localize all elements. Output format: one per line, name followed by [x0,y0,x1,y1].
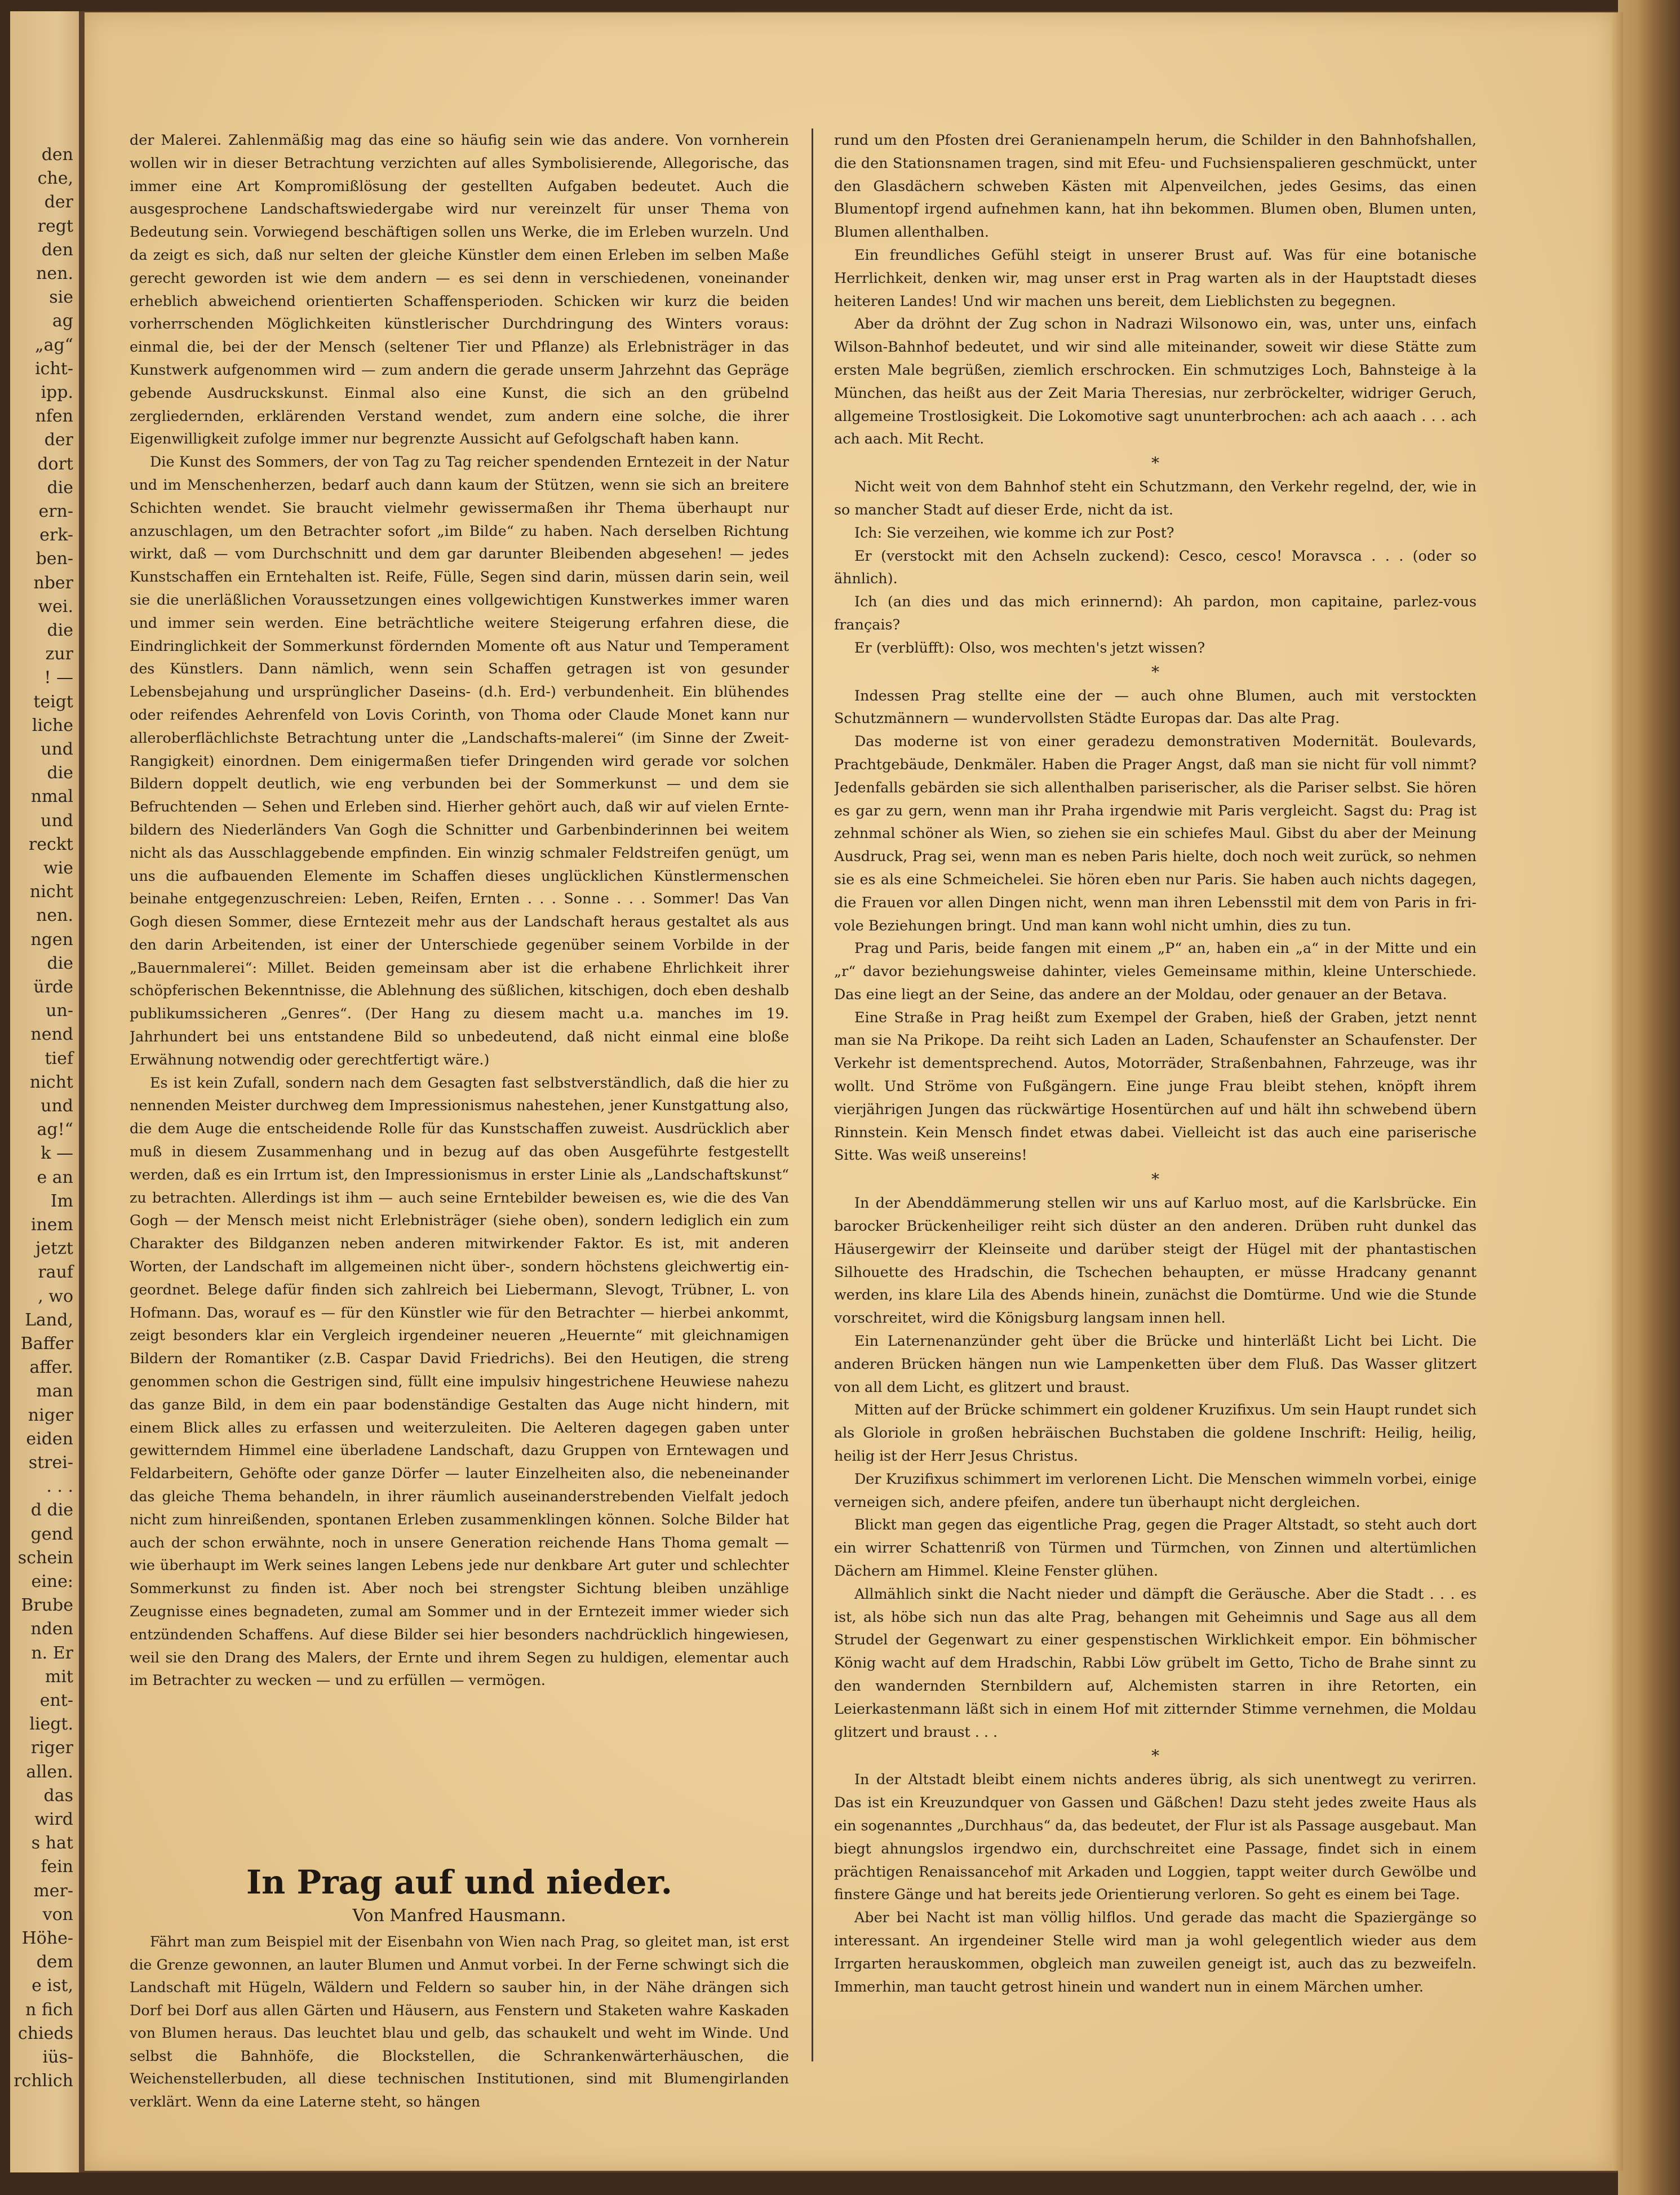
previous-page-word-fragment: die [47,620,73,640]
previous-page-word-fragment: s hat [31,1833,73,1853]
previous-page-word-fragment: teigt [33,691,73,712]
paragraph: Indessen Prag stellte eine der — auch ohne Blumen, auch mit verstockten Schutzmännern — wundervollsten Städte Europas dar. Das alte Prag. [834,686,1477,727]
previous-page-word-fragment: die [47,477,73,498]
paragraph: Er (verstockt mit den Achseln zuckend): Cesco, cesco! Moravsca . . . (oder so ähnlich). [834,547,1477,587]
previous-page-word-fragment: „ag“ [35,335,73,355]
previous-page-word-fragment: dem [36,1952,73,1972]
previous-page-word-fragment: . . . [46,1476,73,1497]
article-headline: In Prag auf und nieder. [246,1863,672,1901]
previous-page-word-fragment: ben- [36,549,73,569]
previous-page-word-fragment: nfen [35,406,73,427]
previous-page-word-fragment: von [42,1904,73,1924]
previous-page-word-fragment: eine: [31,1572,73,1591]
previous-page-word-fragment: Höhe- [21,1928,73,1948]
paragraph: Allmählich sinkt die Nacht nieder und dämpft die Geräusche. Aber die Stadt . . . es ist, als höbe sich nun das alte Prag, behangen mit Geheimnis und Sage aus all dem Strudel der Gegenwart zu einer gespenstischen Wirklichkeit empor. Ein böhmischer König wacht auf dem Hradschin, Rabbi Löw grübelt im Getto, Ticho de Brahe sinnt zu den wandernden Sternbildern auf, Alchemisten starren in ihre Retorten, ein Leierkastenmann läßt sich in einem Hof mit zitternder Stimme vernehmen, die Moldau glitzert und braust . . . [834,1585,1477,1740]
article-byline: Von Manfred Hausmann. [352,1906,566,1926]
previous-page-word-fragment: wei. [38,596,73,617]
previous-page-word-fragment: liegt. [29,1714,73,1735]
paragraph: Ein Laternenanzünder geht über die Brücke und hinterläßt Licht bei Licht. Die anderen Brücken hängen nun wie Lampenketten über dem Fluß. Das Wasser glitzert von all dem Licht, es glitzert und braust. [834,1332,1477,1395]
previous-page-word-fragment: fein [41,1857,73,1877]
paragraph: Blickt man gegen das eigentliche Prag, gegen die Prager Altstadt, so steht auch dort ein wirrer Schattenriß von Türmen und Türmchen, von Zinnen und altertümlichen Dächern am Himmel. Kleine Fenster glühen. [834,1516,1477,1580]
previous-page-word-fragment: den [41,240,73,260]
paragraph: Der Kruzifixus schimmert im verlorenen Licht. Die Menschen wimmeln vorbei, einige verneigen sich, andere pfeifen, andere tun überhaupt nicht dergleichen. [834,1470,1477,1510]
paragraph: Er (verblüfft): Olso, wos mechten's jetzt wissen? [854,638,1205,656]
previous-page-word-fragment: Brube [21,1595,73,1616]
previous-page-word-fragment: gend [30,1524,73,1544]
scan-border-top [0,0,1680,11]
previous-page-word-fragment: d die [30,1500,73,1520]
scan-border-left [0,0,10,2195]
previous-page-word-fragment: riger [30,1738,73,1758]
column-divider [812,128,813,2061]
paragraph: Aber da dröhnt der Zug schon in Nadrazi Wilsonowo ein, was, unter uns, einfach Wilson-Bahnhof bedeutet, und wir sind alle miteinander, soweit wir diese Stätte zum ersten Male begrüßen, ziemlich erschrocken. Ein schmutziges Loch, Bahnsteige à la München, das heißt aus der Zeit Maria Theresias, nur zerbröckelter, widriger Geruch, allgemeine Trostlosigkeit. Die Lokomotive sagt ununterbrochen: ach ach aaach . . . ach ach aach. Mit Recht. [834,315,1477,447]
previous-page-word-fragment: icht- [35,358,73,379]
previous-page-word-fragment: n fich [25,1999,73,2020]
paragraph: rund um den Pfosten drei Geranienampeln herum, die Schilder in den Bahnhofshallen, die den Stationsnamen tragen, sind mit Efeu- und Fuchsienspalieren geschmückt, unter den Glasdächern schweben Kästen mit Alpenveilchen, jedes Gesims, das einen Blumentopf irgend aufnehmen kann, hat ihn bekommen. Blumen oben, Blumen unten, Blumen allenthalben. [834,131,1477,241]
previous-page-word-fragment: wie [43,858,73,878]
paragraph: der Malerei. Zahlenmäßig mag das eine so häufig sein wie das andere. Von vornherein wollen wir in dieser Betrachtung verzichten auf alles Symbolisierende, Allegorische, das immer eine Art Kompromißlösung der gestellten Aufgaben bedeutet. Auch die ausgesprochene Landschaftswiedergabe wird nur vereinzelt für unser Thema von Bedeutung sein. Vorwiegend beschäftigen sollen uns Werke, die im Erleben wurzeln. Und da zeigt es sich, daß nur selten der gleiche Künstler dem einen Erleben im selben Maße gerecht geworden ist wie dem andern — es sei denn in verschiedenen, voneinander erheblich abweichend orientierten Schaffensperioden. Schicken wir kurz die beiden vorherrschenden Möglichkeiten künstlerischer Durchdringung des Winters voraus: einmal die, bei der der Mensch (seltener Tier und Pflanze) als Erlebnisträger in das Kunstwerk aufgenommen wird — zum andern die gerade unserm Jahrzehnt das Gepräge gebende Ausdruckskunst. Einmal also eine Kunst, die sich an den grübelnd zergliedernden, erklärenden Verstand wendet, zum andern eine solche, die ihrer Eigenwilligkeit zufolge immer nur begrenzte Aussicht auf Gefolgschaft haben kann. [130,131,789,447]
book-page-edges [1618,0,1680,2195]
previous-page-word-fragment: Baffer [20,1334,73,1354]
previous-page-word-fragment: strei- [28,1453,73,1473]
previous-page-fragment [10,11,79,2172]
previous-page-word-fragment: nen. [36,906,73,926]
paragraph: In der Abenddämmerung stellen wir uns auf Karluo most, auf die Karlsbrücke. Ein barocker Brückenheiliger reiht sich düster an den anderen. Drüben ruht dunkel das Häusergewirr der Kleinseite und darüber steigt der Hügel mit der phantastischen Silhouette des Hradschin, die Tschechen behaupten, er müsse Hradcany genannt werden, ins klare Lila des Abends hinein, zunächst die Domtürme. Und wie die Stunde vorschreitet, wird die Königsburg langsam innen hell. [834,1194,1477,1327]
previous-page-word-fragment: und [41,810,73,831]
paragraph: Eine Straße in Prag heißt zum Exempel der Graben, hieß der Graben, jetzt nennt man sie Na Prikope. Da reiht sich Laden an Laden, Schaufenster an Schaufenster. Der Verkehr ist dementsprechend. Autos, Motorräder, Straßenbahnen, Fahrzeuge, was ihr wollt. Und Ströme von Fußgängern. Eine junge Frau bleibt stehen, knöpft ihrem vierjährigen Jungen das rückwärtige Hosentürchen auf und hält ihn schwebend übern Rinnstein. Kein Mensch findet etwas dabei. Vielleicht ist das auch eine pariserische Sitte. Was weiß unsereins! [834,1008,1477,1164]
previous-page-word-fragment: niger [28,1405,73,1425]
previous-page-word-fragment: k — [41,1143,73,1164]
section-separator: * [1151,662,1159,681]
previous-page-word-fragment: dort [37,454,73,474]
previous-page-word-fragment: mit [45,1666,73,1687]
paragraph: Prag und Paris, beide fangen mit einem „P“ an, haben ein „a“ in der Mitte und ein „r“ davor beziehungsweise dahinter, vieles Gemeinsame mithin, kleine Unterschiede. Das eine liegt an der Seine, das andere an der Moldau, oder genauer an der Betava. [834,939,1477,1003]
previous-page-word-fragment: die [47,953,73,973]
previous-page-word-fragment: ipp. [41,383,73,402]
paragraph: Mitten auf der Brücke schimmert ein goldener Kruzifixus. Um sein Haupt rundet sich als Gloriole in großen hebräischen Buchstaben die goldene Inschrift: Heilig, heilig, heilig ist der Herr Jesus Christus. [834,1401,1477,1465]
previous-page-word-fragment: nber [33,573,73,593]
previous-page-word-fragment: und [41,1096,73,1116]
previous-page-word-fragment: e an [37,1167,73,1187]
paragraph: Ein freundliches Gefühl steigt in unserer Brust auf. Was für eine botanische Herrlichkeit, denken wir, mag unser erst in Prag warten als in der Hauptstadt dieses heiteren Landes! Und wir machen uns bereit, dem Lieblichsten zu begegnen. [834,246,1477,309]
previous-page-word-fragment: , wo [38,1286,73,1306]
previous-page-word-fragment: und [41,739,73,759]
previous-page-word-fragment: nmal [30,787,73,807]
previous-page-word-fragment: nden [30,1619,73,1639]
right-column-text [834,128,1477,2135]
paragraph: Das moderne ist von einer geradezu demonstrativen Modernität. Boulevards, Prachtgebäude, Denkmäler. Haben die Prager Angst, daß man sie nicht für voll nimmt? Jedenfalls gebärden sie sich allenthalben pariserischer, als die Pariser selbst. Sie hören es gar zu gern, wenn man ihr Praha irgendwie mit Paris vergleicht. Sagst du: Prag ist zehnmal schöner als Wien, so ziehen sie ein schiefes Maul. Gibst du aber der Meinung Ausdruck, Prag sei, wenn man es neben Paris hielte, doch noch weit zurück, so nehmen sie es als eine Schmeichelei. Sie hören eben nur Paris. Sie haben auch nichts dagegen, die Frauen vor allen Dingen nicht, wenn man ihren Lebensstil mit dem von Paris in frivole Beziehungen bringt. Und man kann wohl nicht umhin, dies zu tun. [834,733,1477,934]
paragraph: Die Kunst des Sommers, der von Tag zu Tag reicher spendenden Erntezeit in der Natur und im Menschenherzen, bedarf auch dann kaum der Stützen, wenn sie sich an breitere Schichten wendet. Sie braucht vielmehr gewissermaßen ihr Thema überhaupt nur anzuschlagen, um den Betrachter sofort „im Bilde“ zu haben. Nach derselben Richtung wirkt, daß — vom Durchschnitt und dem gar darunter Bleibenden abgesehen! — jedes Kunstschaffen ein Erntehalten ist. Reife, Fülle, Segen sind darin, müssen darin sein, weil sie die unerläßlichen Voraussetzungen eines vollgewichtigen Kunstwerkes immer waren und immer sein werden. Eine beträchtliche weitere Steigerung erfahren diese, die Eindringlichkeit der Sommerkunst fördernden Momente oft aus Natur und Temperament des Künstlers. Dann nämlich, wenn sein Schaffen getragen ist von gesunder Lebensbejahung und ursprünglicher Daseins- (d.h. Erd-) verbundenheit. Ein blühendes oder reifendes Aehrenfeld von Lovis Corinth, von Thoma oder Claude Monet kann nur alleroberflächlichste Betrachtung unter die „Landschafts-malerei“ (im Sinne der Zweit-Rangigkeit) einordnen. Dem einigermaßen tiefer Dringenden wird gerade vor solchen Bildern doppelt deutlich, wie eng verbunden bei der Sommerkunst — und dem sie Befruchtenden — Sehen und Erleben sind. Hierher gehört auch, daß wir auf vielen Erntebildern des Niederländers Van Gogh die Schnitter und Garbenbinderinnen bei weitem nicht als das Ausschlaggebende empfinden. Ein winzig schmaler Feldstreifen genügt, um uns die aufbauenden Elemente im Schaffen dieses unglücklichen Künstlermenschen beinahe entgegenzuschreien: Leben, Reifen, Ernten . . . Sonne . . . Sommer! Das Van Gogh diesen Sommer, diese Erntezeit mehr aus der Landschaft heraus gestaltet als aus den darin Arbeitenden, ist einer der Unterschiede gegenüber seinem Vorbilde in der „Bauernmalerei“: Millet. Beiden gemeinsam aber ist die erhabene Ehrlichkeit ihrer schöpferischen Bekenntnisse, die Ablehnung des süßlichen, kitschigen, doch eben deshalb publikumssicheren „Genres“. (Der Hang zu diesem macht u.a. manches im 19. Jahrhundert bei uns entstandene Bild so unbedeutend, daß nicht einmal eine bloße Erwähnung notwendig oder gerechtfertigt wäre.) [130,453,789,1068]
previous-page-word-fragment: allen. [26,1762,73,1782]
previous-page-word-fragment: nen. [36,264,73,283]
section-separator: * [1151,1170,1159,1189]
paragraph: Nicht weit von dem Bahnhof steht ein Schutzmann, den Verkehr regelnd, der, wie in so mancher Stadt auf dieser Erde, nicht da ist. [834,478,1477,518]
paragraph: Ich: Sie verzeihen, wie komme ich zur Post? [854,524,1174,541]
previous-page-word-fragment: den [41,145,73,165]
paragraph: Aber bei Nacht ist man völlig hilflos. Und gerade das macht die Spaziergänge so interessant. An irgendeiner Stelle wird man ja wohl gelegentlich wieder aus dem Irrgarten herauskommen, obgleich man zuweilen geneigt ist, auch das zu bezweifeln. Immerhin, man taucht getrost hinein und wandert nun in einem Märchen umher. [834,1909,1477,1995]
previous-page-word-fragment: e ist, [32,1976,73,1996]
previous-page-word-fragment: ! — [44,668,73,688]
previous-page-word-fragment: rauf [38,1262,73,1283]
previous-page-word-fragment: mer- [33,1881,73,1901]
previous-page-word-fragment: ent- [39,1691,73,1710]
previous-page-word-fragment: eiden [26,1429,73,1449]
paragraph: Es ist kein Zufall, sondern nach dem Gesagten fast selbstverständlich, daß die hier zu nennenden Meister durchweg dem Impressionismus nahestehen, jener Kunstgattung also, die dem Auge die entscheidende Rolle für das Kunstschaffen zuweist. Ausdrücklich aber muß in diesem Zusammenhang und in bezug auf das oben Ausgeführte festgestellt werden, daß es ein Irrtum ist, den Impressionismus in erster Linie als „Landschaftskunst“ zu betrachten. Allerdings ist ihm — auch seine Erntebilder beweisen es, wie die des Van Gogh — der Mensch meist nicht Erlebnisträger (siehe oben), sondern lediglich ein zum Charakter des Bildganzen neben anderen mitwirkender Faktor. Es ist, mit anderen Worten, der Landschaft im allgemeinen nicht über-, sondern höchstens gleichwertig eingeordnet. Belege dafür finden sich zahlreich bei Liebermann, Slevogt, Trübner, L. von Hofmann. Das, worauf es — für den Künstler wie für den Betrachter — hierbei ankommt, zeigt besonders klar ein Vergleich irgendeiner neueren „Heuernte“ mit gleichnamigen Bildern der Romantiker (z.B. Caspar David Friedrichs). Bei den Heutigen, die streng genommen schon die Gestrigen sind, füllt eine impulsiv hingestrichene Heuwiese nahezu das ganze Bild, in dem ein paar bodenständige Gestalten das Auge nicht hindern, mit einem Blick alles zu erfassen und weiterzuleiten. Die Aelteren dagegen gaben unter gewitterndem Himmel eine überladene Landschaft, dazu Gruppen von Erntewagen und Feldarbeitern, Gehöfte oder ganze Dörfer — lauter Einzelheiten also, die nebeneinander das gleiche Thema behandeln, in ihrer räumlich auseinanderstrebenden Vielfalt jedoch nicht zum hinreißenden, spontanen Erleben zusammenklingen können. Solche Bilder hat auch der schon erwähnte, noch in unsere Generation reichende Hans Thoma gemalt — wie überhaupt im Werk seines langen Lebens jede nur denkbare Art guter und schlechter Sommerkunst zu finden ist. Aber noch bei strengster Sichtung bleiben unzählige Zeugnisse eines begnadeten, zumal am Sommer und in der Erntezeit immer wieder sich entzündenden Schaffens. Auf diese Bilder sei hier besonders nachdrücklich hingewiesen, weil sie den Drang des Malers, der Ernte und ihrem Segen zu huldigen, elementar auch im Betrachter zu wecken — und zu erfüllen — vermögen. [130,1074,789,1689]
previous-page-word-fragment: nicht [29,1072,73,1092]
previous-page-word-fragment: Land, [25,1310,73,1330]
previous-page-word-fragment: der [44,430,73,450]
previous-page-word-fragment: iüs- [42,2047,73,2067]
previous-page-word-fragment: ürde [33,977,73,997]
previous-page-word-fragment: Im [50,1191,73,1211]
previous-page-word-fragment: wird [34,1810,73,1829]
previous-page-word-fragment: das [43,1785,73,1806]
previous-page-word-fragment: liche [32,715,73,735]
previous-page-word-fragment: un- [46,1001,73,1021]
previous-page-word-fragment: che, [37,168,73,189]
previous-page-word-fragment: chieds [17,2023,73,2043]
paragraph: In der Altstadt bleibt einem nichts anderes übrig, als sich unentwegt zu verirren. Das ist ein Kreuzundquer von Gassen und Gäßchen! Dazu steht jedes zweite Haus als ein sogenanntes „Durchhaus“ da, das bedeutet, der Flur ist als Passage ausgebaut. Man biegt ahnungslos irgendwo ein, durchschreitet eine Passage, findet sich in einem prächtigen Renaissancehof mit Arkaden und Loggien, tappt weiter durch Gewölbe und finstere Gänge und hat bereits jede Orientierung verloren. So geht es einem bei Tage. [834,1771,1477,1903]
previous-page-word-fragment: jetzt [36,1239,73,1259]
section-separator: * [1151,454,1159,473]
previous-page-word-fragment: erk- [39,525,73,546]
previous-page-word-fragment: n. Er [31,1643,73,1663]
paragraph: Ich (an dies und das mich erinnernd): Ah pardon, mon capitaine, parlez-vous français? [834,593,1477,633]
previous-page-word-fragment: zur [45,644,73,664]
previous-page-word-fragment: tief [45,1048,73,1068]
previous-page-word-fragment: man [36,1381,73,1402]
previous-page-word-fragment: sie [49,287,73,308]
previous-page-word-fragment: der [44,192,73,212]
previous-page-word-fragment: nend [30,1025,73,1045]
previous-page-word-fragment: die [47,763,73,783]
article-first-paragraph-container [130,1930,789,2167]
page-edge-shadow [1612,12,1623,2171]
previous-page-word-fragment: reckt [28,834,73,854]
scan-border-bottom [0,2172,1680,2195]
previous-page-word-fragment: ag [52,311,73,331]
section-separator: * [1151,1746,1159,1766]
previous-page-word-fragment: ngen [30,929,73,950]
left-column-text [130,128,789,2135]
previous-page-word-fragment: schein [17,1547,73,1568]
previous-page-word-fragment: regt [37,216,73,236]
previous-page-word-fragment: inem [30,1215,73,1235]
previous-page-word-fragment: ern- [38,502,73,521]
previous-page-word-fragment: nicht [29,882,73,902]
previous-page-word-fragment: ag!“ [37,1120,73,1140]
previous-page-word-fragment: rchlich [14,2071,73,2091]
article-first-paragraph: Fährt man zum Beispiel mit der Eisenbahn von Wien nach Prag, so gleitet man, ist erst die Grenze gewonnen, an lauter Blumen und Anmut vorbei. In der Ferne schwingt sich die Landschaft mit Hügeln, Wäldern und Feldern so sauber hin, in der Nähe drängen sich Dorf bei Dorf aus allen Gärten und Häusern, aus Fenstern und Staketen wahre Kaskaden von Blumen heraus. Das leuchtet blau und gelb, das schaukelt und weht im Winde. Und selbst die Bahnhöfe, die Blockstellen, die Schrankenwärterhäuschen, die Weichenstellerbuden, all diese technischen Institutionen, sind mit Blumengirlanden verklärt. Wenn da eine Laterne steht, so hängen [130,1933,789,2110]
previous-page-word-fragment: affer. [29,1358,73,1378]
